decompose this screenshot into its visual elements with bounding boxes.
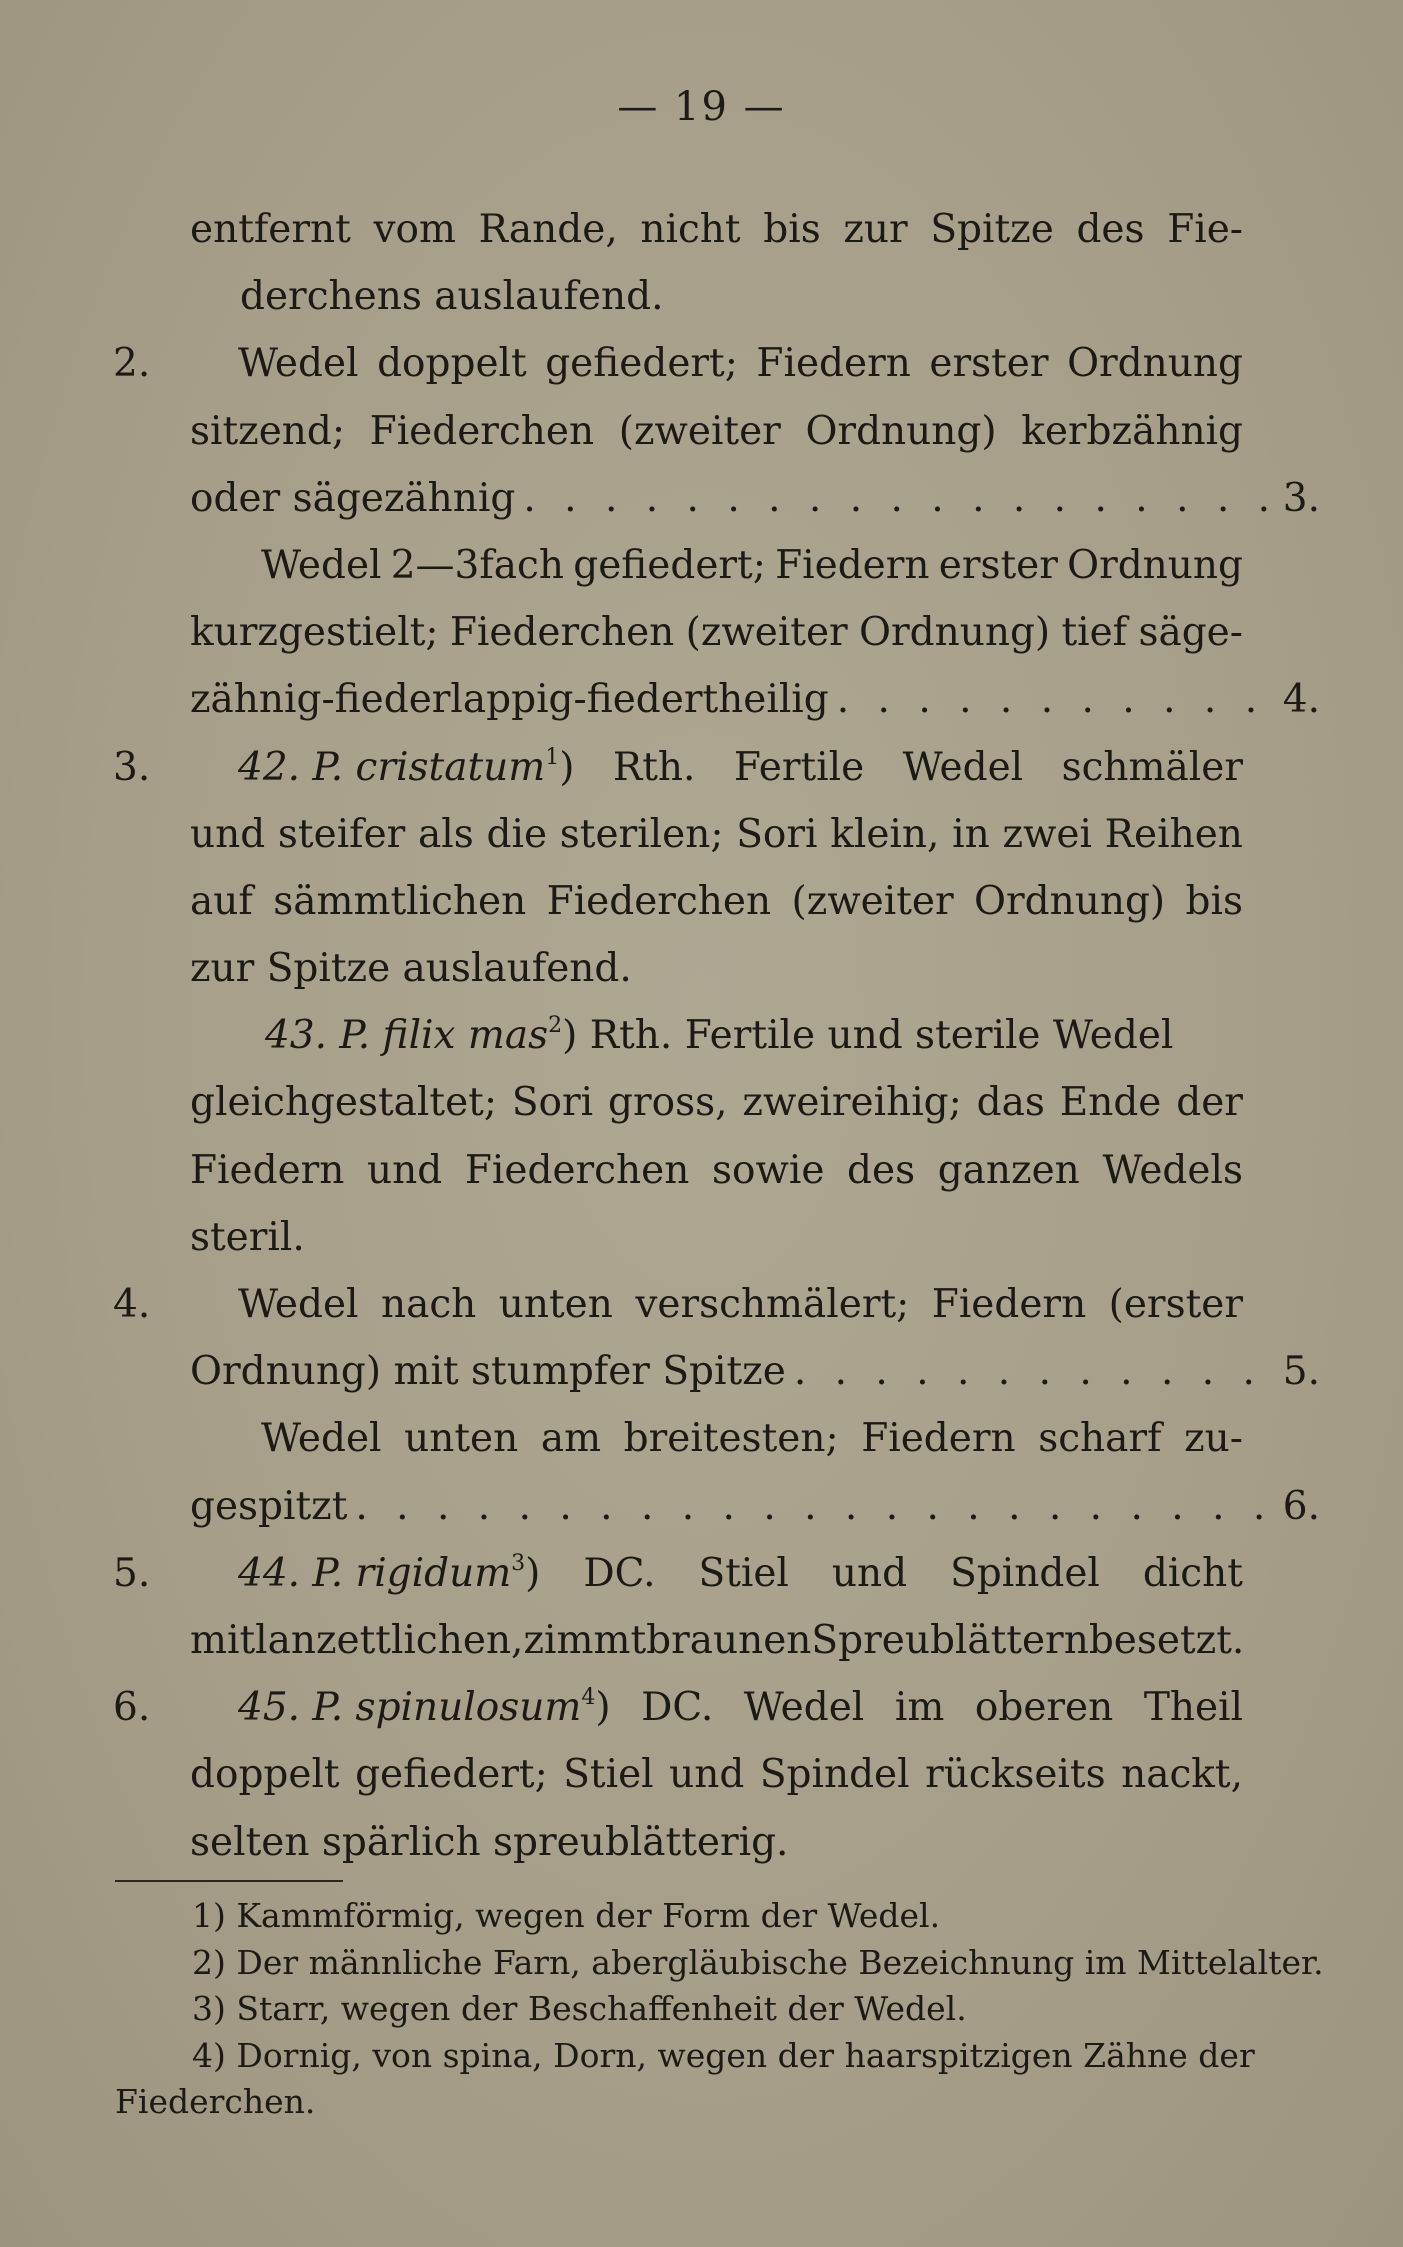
footnote: 4) Dornig, von spina, Dorn, wegen der haarspitzigen Zähne der (192, 2035, 1255, 2075)
dot-leader (515, 465, 1280, 532)
key-number: 3. (113, 744, 151, 790)
line-text: kurzgestielt; Fiederchen (zweiter Ordnung) tief säge- (190, 610, 1243, 656)
key-entry-2 (113, 330, 1328, 397)
line-text: auf sämmtlichen Fiederchen (zweiter Ordnung) bis (190, 878, 1243, 924)
footnote-rule (115, 1880, 343, 1882)
footnote: 3) Starr, wegen der Beschaffenheit der Wedel. (192, 1989, 967, 2028)
species-name: 44. P. rigidum (238, 1550, 512, 1596)
footnote-continuation: Fiederchen. (115, 2082, 316, 2121)
line-text: Wedel 2—3fach gefiedert; Fiedern erster Ordnung (261, 542, 1243, 588)
text-line-with-leader (113, 1338, 1328, 1405)
line-text: und steifer als die sterilen; Sori klein, in zwei Reihen (190, 811, 1243, 857)
dot-leader (829, 666, 1280, 733)
species-name: 45. P. spinulosum (238, 1685, 582, 1731)
footnote: 2) Der männliche Farn, abergläubische Bezeichnung im Mittelalter. (192, 1942, 1324, 1982)
footnotes (115, 1893, 1330, 2126)
footnote: 1) Kammförmig, wegen der Form der Wedel. (192, 1896, 941, 1935)
line-text: selten spärlich spreublätterig. (190, 1819, 789, 1865)
text-line (113, 1741, 1328, 1808)
line-text: zähnig-fiederlappig-fiedertheilig (190, 677, 829, 723)
footnote-marker: 2 (548, 1013, 563, 1039)
key-reference: 3. (1282, 475, 1320, 521)
line-text: gespitzt (190, 1483, 348, 1529)
key-number: 5. (113, 1550, 151, 1596)
line-text: derchens auslaufend. (240, 274, 664, 320)
line-text: ) Rth. Fertile und sterile Wedel (562, 1013, 1174, 1059)
footnote-marker: 1 (545, 744, 560, 770)
key-reference: 6. (1282, 1483, 1320, 1529)
footnote-marker: 3 (511, 1550, 526, 1576)
species-name: 42. P. cristatum (238, 744, 546, 790)
line-text: Ordnung) mit stumpfer Spitze (190, 1349, 786, 1395)
line-text: mit lanzettlichen, zimmtbraunen Spreublättern besetzt. (190, 1617, 1245, 1663)
line-text: oder sägezähnig (190, 475, 516, 521)
key-entry-4 (113, 1271, 1328, 1338)
line-text: Wedel unten am breitesten; Fiedern scharf zu- (261, 1416, 1243, 1462)
species-line (113, 1002, 1328, 1069)
key-reference: 4. (1282, 677, 1320, 723)
line-text: zur Spitze auslaufend. (190, 946, 632, 992)
text-line (113, 1809, 1328, 1876)
line-text: gleichgestaltet; Sori gross, zweireihig; das Ende der (190, 1080, 1243, 1126)
key-number: 4. (113, 1282, 151, 1327)
text-line-with-leader (113, 666, 1328, 733)
text-line (113, 599, 1328, 666)
line-text: entfernt vom Rande, nicht bis zur Spitze des Fie- (190, 207, 1243, 252)
text-line (113, 1137, 1328, 1204)
text-line (113, 801, 1328, 868)
text-line (113, 935, 1328, 1002)
key-number: 2. (113, 341, 151, 387)
text-line (113, 398, 1328, 465)
dot-leader (786, 1338, 1280, 1405)
text-line (113, 868, 1328, 935)
text-line (113, 263, 1328, 330)
page-number: — 19 — (617, 84, 786, 130)
line-text: steril. (190, 1214, 305, 1260)
line-text: Fiedern und Fiederchen sowie des ganzen Wedels (190, 1147, 1243, 1193)
text-line (113, 196, 1328, 263)
key-text (113, 196, 1328, 1876)
line-text: Wedel nach unten verschmälert; Fiedern (erster (238, 1282, 1243, 1327)
key-reference: 5. (1282, 1349, 1320, 1395)
species-name: 43. P. filix mas (265, 1013, 549, 1059)
line-text: sitzend; Fiederchen (zweiter Ordnung) kerbzähnig (190, 408, 1243, 454)
footnote-marker: 4 (581, 1685, 596, 1711)
key-entry-3: 3. 42. P. cristatum$^1$) Rth. Fertile Wedel schmäler (113, 734, 1328, 801)
text-line-with-leader (113, 1473, 1328, 1540)
text-line (113, 1069, 1328, 1136)
text-line (113, 1405, 1328, 1472)
text-line (113, 532, 1328, 599)
key-entry-6: 6. 45. P. spinulosum$^4$) DC. Wedel im oberen Theil (113, 1674, 1328, 1741)
text-line-with-leader (113, 465, 1328, 532)
text-line (113, 1607, 1328, 1674)
line-text: Wedel doppelt gefiedert; Fiedern erster Ordnung (238, 341, 1243, 387)
line-text: doppelt gefiedert; Stiel und Spindel rückseits nackt, (190, 1752, 1243, 1798)
key-entry-5: 5. 44. P. rigidum$^3$) DC. Stiel und Spindel dicht (113, 1540, 1328, 1607)
text-line (113, 1204, 1328, 1271)
dot-leader (347, 1473, 1280, 1540)
key-number: 6. (113, 1685, 151, 1731)
